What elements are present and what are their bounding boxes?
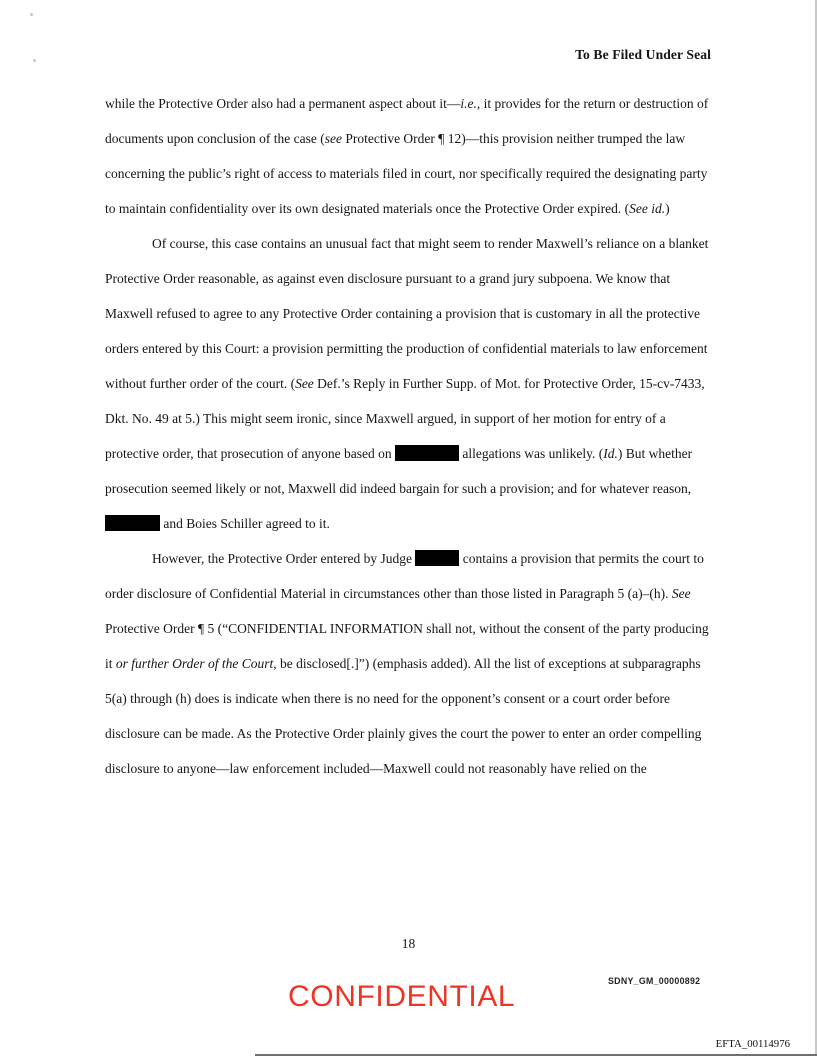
paragraph (105, 86, 712, 226)
text-run-italic: i.e. (460, 96, 477, 111)
redaction-box (105, 515, 160, 531)
text-run: Def.’s Reply in Further Supp. of Mot. for Protective Order, 15-cv-7433, Dkt. No. 49 at 5.) This might seem ironic, since Maxwell argued, in support of her motion for entry of a protective order, that prosecution of anyone based on (105, 376, 705, 461)
text-run: Protective Order ¶ 5 (“CONFIDENTIAL INFORMATION shall not, without the consent of the party producing it (105, 621, 709, 671)
text-run: while the Protective Order also had a permanent aspect about it— (105, 96, 461, 111)
text-run: and Boies Schiller agreed to it. (160, 516, 330, 531)
text-run: Of course, this case contains an unusual fact that might seem to render Maxwell’s reliance on a blanket Protective Order reasonable, as against even disclosure pursuant to a grand jury subpoena. We know that Maxwell refused to agree to any Protective Order containing a provision that is customary in all the protective orders entered by this Court: a provision permitting the production of confidential materials to law enforcement without further order of the court. ( (105, 236, 709, 391)
text-run-italic: Id. (603, 446, 618, 461)
scan-artifact (33, 59, 36, 62)
redaction-box (415, 550, 459, 566)
header-seal-notice: To Be Filed Under Seal (575, 47, 711, 62)
bates-number-sdny: SDNY_GM_00000892 (608, 976, 701, 986)
document-body (105, 86, 712, 786)
text-run-italic: See (671, 586, 691, 601)
text-run: However, the Protective Order entered by Judge (152, 551, 416, 566)
confidential-stamp: CONFIDENTIAL (288, 980, 516, 1013)
bates-number-efta: EFTA_00114976 (715, 1038, 790, 1050)
scan-artifact (30, 13, 33, 16)
text-run: , it provides for the return or destruction of documents upon conclusion of the case ( (105, 96, 709, 146)
text-run: ) But whether prosecution seemed likely or not, Maxwell did indeed bargain for such a provision; and for whatever reason, (105, 446, 693, 496)
text-run-italic: see (324, 131, 342, 146)
text-run-italic: See id. (629, 201, 666, 216)
redaction-box (395, 445, 459, 461)
paragraph (105, 541, 712, 786)
text-run: allegations was unlikely. ( (459, 446, 604, 461)
text-run: Protective Order ¶ 12)—this provision neither trumped the law concerning the public’s right of access to materials filed in court, nor specifically required the designating party to maintain confidentiality over its own designated materials once the Protective Order expired. ( (105, 131, 708, 216)
text-run-italic: See (295, 376, 314, 391)
text-run: , be disclosed[.]”) (emphasis added). All the list of exceptions at subparagraphs 5(a) through (h) does is indicate when there is no need for the opponent’s consent or a court order before disclosure can be made. As the Protective Order plainly gives the court the power to enter an order compelling disclosure to anyone—law enforcement included—Maxwell could not reasonably have relied on the (105, 656, 702, 776)
paragraph (105, 226, 712, 541)
page-number: 18 (401, 936, 416, 951)
text-run-italic: or further Order of the Court (115, 656, 274, 671)
text-run: contains a provision that permits the court to order disclosure of Confidential Material in circumstances other than those listed in Paragraph 5 (a)–(h). (105, 551, 704, 601)
text-run: ) (665, 201, 670, 216)
